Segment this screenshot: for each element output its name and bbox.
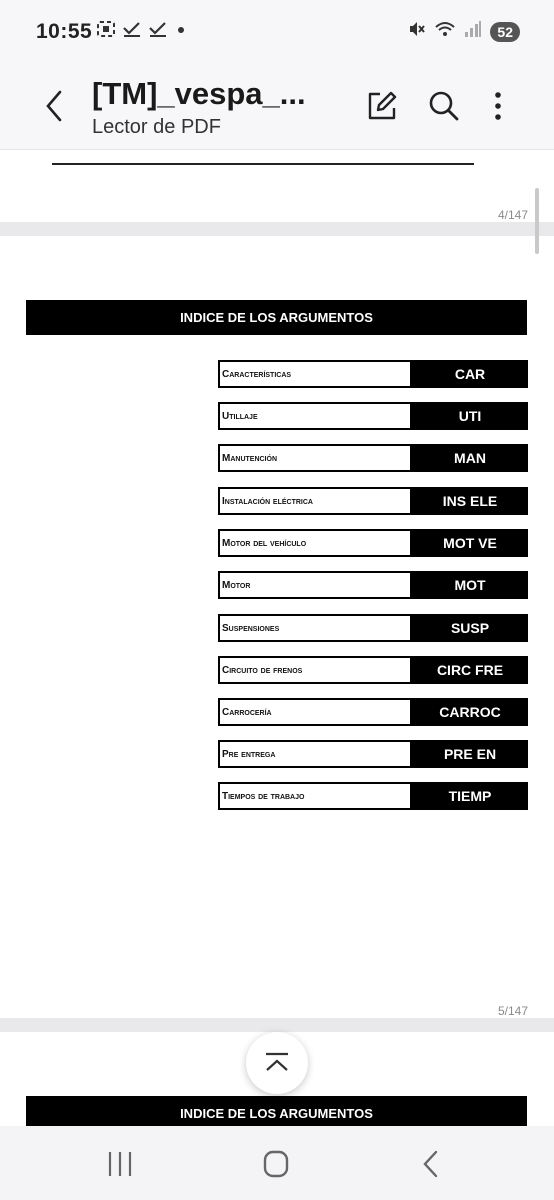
page-number-label: 4/147 [497,208,528,222]
search-button[interactable] [424,86,464,126]
index-label: Motor [218,571,412,599]
index-label: Instalación eléctrica [218,487,412,515]
recent-apps-button[interactable] [100,1146,140,1182]
screenshot-icon [96,20,116,43]
index-code: INS ELE [412,487,528,515]
home-button[interactable] [256,1146,296,1182]
status-time: 10:55 [36,20,93,43]
scroll-to-top-icon [262,1051,292,1075]
page-separator [0,1018,554,1032]
index-code: MOT [412,571,528,599]
signal-icon [464,20,482,43]
index-label: Carrocería [218,698,412,726]
index-row[interactable] [218,402,528,430]
more-options-button[interactable] [480,86,520,126]
dot-icon [174,20,188,43]
index-code: CIRC FRE [412,656,528,684]
back-button[interactable] [36,84,76,128]
system-nav-bar [0,1126,554,1200]
app-subtitle: Lector de PDF [92,116,221,138]
index-label: Circuito de frenos [218,656,412,684]
check-download-icon [148,20,168,43]
check-download-icon [122,20,142,43]
index-code: TIEMP [412,782,528,810]
page-separator [0,222,554,236]
status-bar [0,0,554,62]
index-row[interactable] [218,444,528,472]
nav-back-button[interactable] [412,1146,452,1182]
index-row[interactable] [218,360,528,388]
index-row[interactable] [218,782,528,810]
index-label: Motor del vehículo [218,529,412,557]
pdf-viewer[interactable] [0,150,554,1126]
scrollbar-thumb[interactable] [535,188,539,254]
index-row[interactable] [218,656,528,684]
recent-apps-icon [100,1146,140,1182]
battery-indicator: 52 [490,22,520,42]
index-code: UTI [412,402,528,430]
index-code: MOT VE [412,529,528,557]
index-row[interactable] [218,571,528,599]
app-bar [0,62,554,150]
index-code: SUSP [412,614,528,642]
index-row[interactable] [218,740,528,768]
index-code: CARROC [412,698,528,726]
search-icon [424,86,464,126]
scroll-to-top-button[interactable] [246,1032,308,1094]
index-row[interactable] [218,487,528,515]
edit-button[interactable] [362,86,402,126]
index-label: Utillaje [218,402,412,430]
index-title-banner: INDICE DE LOS ARGUMENTOS [26,1096,527,1126]
index-code: MAN [412,444,528,472]
mute-icon [408,20,426,43]
back-icon [412,1146,452,1182]
pencil-edit-icon [362,86,402,126]
index-title-banner: INDICE DE LOS ARGUMENTOS [26,300,527,335]
document-title: [TM]_vespa_... [92,76,306,111]
index-label: Tiempos de trabajo [218,782,412,810]
index-label: Manutención [218,444,412,472]
index-code: CAR [412,360,528,388]
chevron-left-icon [36,84,76,128]
status-notification-icons [96,20,188,43]
more-vertical-icon [480,86,520,126]
wifi-icon [434,20,456,43]
home-icon [256,1146,296,1182]
page-rule [52,163,474,165]
index-row[interactable] [218,614,528,642]
index-label: Características [218,360,412,388]
index-label: Suspensiones [218,614,412,642]
index-row[interactable] [218,529,528,557]
index-row[interactable] [218,698,528,726]
status-system-icons [408,20,520,43]
index-code: PRE EN [412,740,528,768]
page-number-label: 5/147 [497,1004,528,1018]
index-label: Pre entrega [218,740,412,768]
